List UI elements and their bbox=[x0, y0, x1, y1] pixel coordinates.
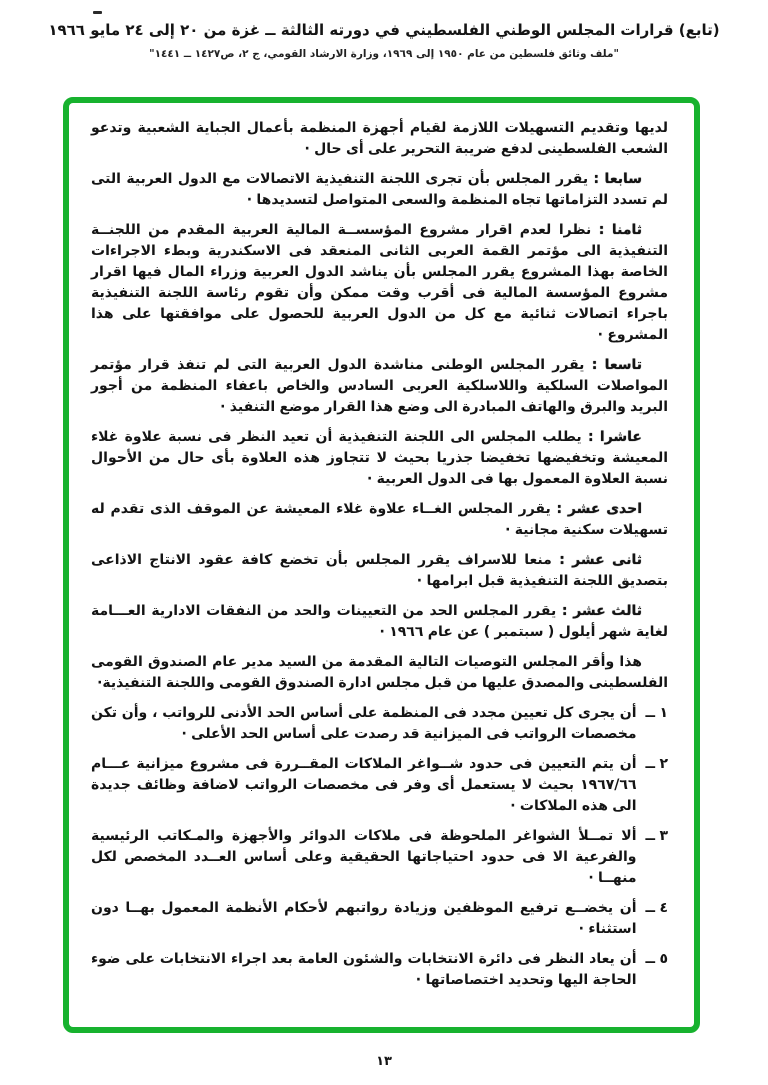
paragraph-lead: احدى عشر : bbox=[556, 501, 643, 517]
scan-artifact-mark bbox=[93, 11, 102, 14]
page-header bbox=[0, 20, 768, 60]
paragraph bbox=[91, 550, 668, 592]
paragraph-lead: ثالث عشر : bbox=[561, 603, 642, 619]
paragraph bbox=[91, 601, 668, 643]
paragraph-text: يقرر المجلس الوطنى مناشدة الدول العربية التى لم تنفذ قرار مؤتمر المواصلات السلكية واللاسلكية العربى السادس والخاص باعفاء المنظمة من أجور البريد والبرق والهاتف المبادرة الى وضع هذا القرار موضع التنفيذ · bbox=[91, 357, 668, 415]
header-title: (تابع) قرارات المجلس الوطني الفلسطيني في دورته الثالثة ــ غزة من ٢٠ إلى ٢٤ مايو ١٩٦٦ bbox=[48, 21, 720, 39]
paragraph-text: منعا للاسراف يقرر المجلس بأن تخضع كافة عقود الانتاج الاذاعى بتصديق اللجنة التنفيذية قبل ابرامها · bbox=[91, 552, 668, 589]
paragraph-text: نظرا لعدم اقرار مشروع المؤسســة المالية العربية المقدم من اللجنــة التنفيذية الى مؤتمر القمة العربى الثانى المنعقد فى الاسكندرية وبطء الاجراءات الخاصة بهذا المشروع يقرر المجلس بأن يناشد الدول العربية وزراء المال فيها اقرار مشروع المؤسسة المالية فى أقرب وقت ممكن وأن تقوم رئاسة اللجنة التنفيذية باجراء اتصالات ثنائية مع كل من الدول العربية للحصول على موافقتها على هذا المشروع · bbox=[91, 222, 668, 343]
list-item-number: ٣ ــ bbox=[645, 828, 668, 844]
list-item bbox=[91, 703, 668, 745]
paragraph bbox=[91, 220, 668, 346]
list-item-text: أن يجرى كل تعيين مجدد فى المنظمة على أساس الحد الأدنى للرواتب ، وأن تكن مخصصات الرواتب فى الميزانية قد رصدت على أساس الحد الأعلى · bbox=[91, 705, 637, 742]
paragraph bbox=[91, 499, 668, 541]
list-item-number: ٤ ــ bbox=[645, 900, 668, 916]
paragraph bbox=[91, 118, 668, 160]
page-number: ١٣ bbox=[376, 1054, 392, 1069]
list-item-number: ٢ ــ bbox=[645, 756, 668, 772]
paragraph-text: يقرر المجلس الحد من التعيينات والحد من النفقات الادارية العـــامة لغاية شهر أيلول ( سبتمبر ) عن عام ١٩٦٦ · bbox=[91, 603, 668, 640]
paragraph-lead: عاشرا : bbox=[587, 429, 642, 445]
list-item-number: ١ ــ bbox=[645, 705, 668, 721]
paragraph bbox=[91, 169, 668, 211]
list-item-text: أن يعاد النظر فى دائرة الانتخابات والشئون العامة بعد اجراء الانتخابات على ضوء الحاجة اليها وتحديد اختصاصاتها · bbox=[91, 951, 637, 988]
list-item bbox=[91, 826, 668, 889]
list-item-number: ٥ ــ bbox=[645, 951, 668, 967]
list-item bbox=[91, 754, 668, 817]
paragraph-lead: تاسعا : bbox=[591, 357, 643, 373]
paragraph-text: هذا وأقر المجلس التوصيات التالية المقدمة من السيد مدير عام الصندوق القومى الفلسطينى والمصدق عليها من قبل مجلس ادارة الصندوق القومى واللجنة التنفيذية· bbox=[91, 654, 668, 691]
paragraph-text: يطلب المجلس الى اللجنة التنفيذية أن تعيد النظر فى نسبة علاوة غلاء المعيشة وتخفيضها تخفيضا جذريا بحيث لا تتجاوز هذه العلاوة بأى حال من الأحوال نسبة العلاوة المعمول بها فى الدول العربية · bbox=[91, 429, 668, 487]
paragraph-text: لديها وتقديم التسهيلات اللازمة لقيام أجهزة المنظمة بأعمال الجباية الشعبية وتدعو الشعب الفلسطينى لدفع ضريبة التحرير على أى حال · bbox=[91, 120, 668, 157]
paragraph bbox=[91, 355, 668, 418]
header-source-citation: "ملف وثائق فلسطين من عام ١٩٥٠ إلى ١٩٦٩، وزارة الارشاد القومي، ج ٢، ص١٤٢٧ ــ ١٤٤١" bbox=[149, 48, 619, 60]
list-item-text: ألا تمــلأ الشواغر الملحوظة فى ملاكات الدوائر والأجهزة والمـكاتب الرئيسية والفرعية الا فى حدود احتياجاتها الحقيقية وعلى أساس العــدد المخصص لكل منهــا · bbox=[91, 828, 637, 886]
paragraph bbox=[91, 427, 668, 490]
paragraph-lead: ثامنا : bbox=[598, 222, 643, 238]
highlight-box bbox=[63, 97, 700, 1033]
list-item bbox=[91, 898, 668, 940]
paragraph bbox=[91, 652, 668, 694]
paragraph-lead: ثانى عشر : bbox=[559, 552, 642, 568]
paragraph-lead: سابعا : bbox=[593, 171, 643, 187]
list-item-text: أن يتم التعيين فى حدود شــواغر الملاكات المقــررة فى مشروع ميزانية عـــام ١٩٦٧/٦٦ بحيث لا يستعمل أى وفر فى مخصصات الرواتب لاضافة وظائف جديدة الى هذه الملاكات · bbox=[91, 756, 637, 814]
paragraph-text: يقرر المجلس بأن تجرى اللجنة التنفيذية الاتصالات مع الدول العربية التى لم تسدد التزاماتها تجاه المنظمة والسعى المتواصل لتسديدها · bbox=[91, 171, 668, 208]
list-item-text: أن يخضــع ترفيع الموظفين وزيادة رواتبهم لأحكام الأنظمة المعمول بهــا دون استثناء · bbox=[91, 900, 637, 937]
paragraph-text: يقرر المجلس الغــاء علاوة غلاء المعيشة عن الموقف الذى تقدم له تسهيلات سكنية مجانية · bbox=[91, 501, 668, 538]
list-item bbox=[91, 949, 668, 991]
